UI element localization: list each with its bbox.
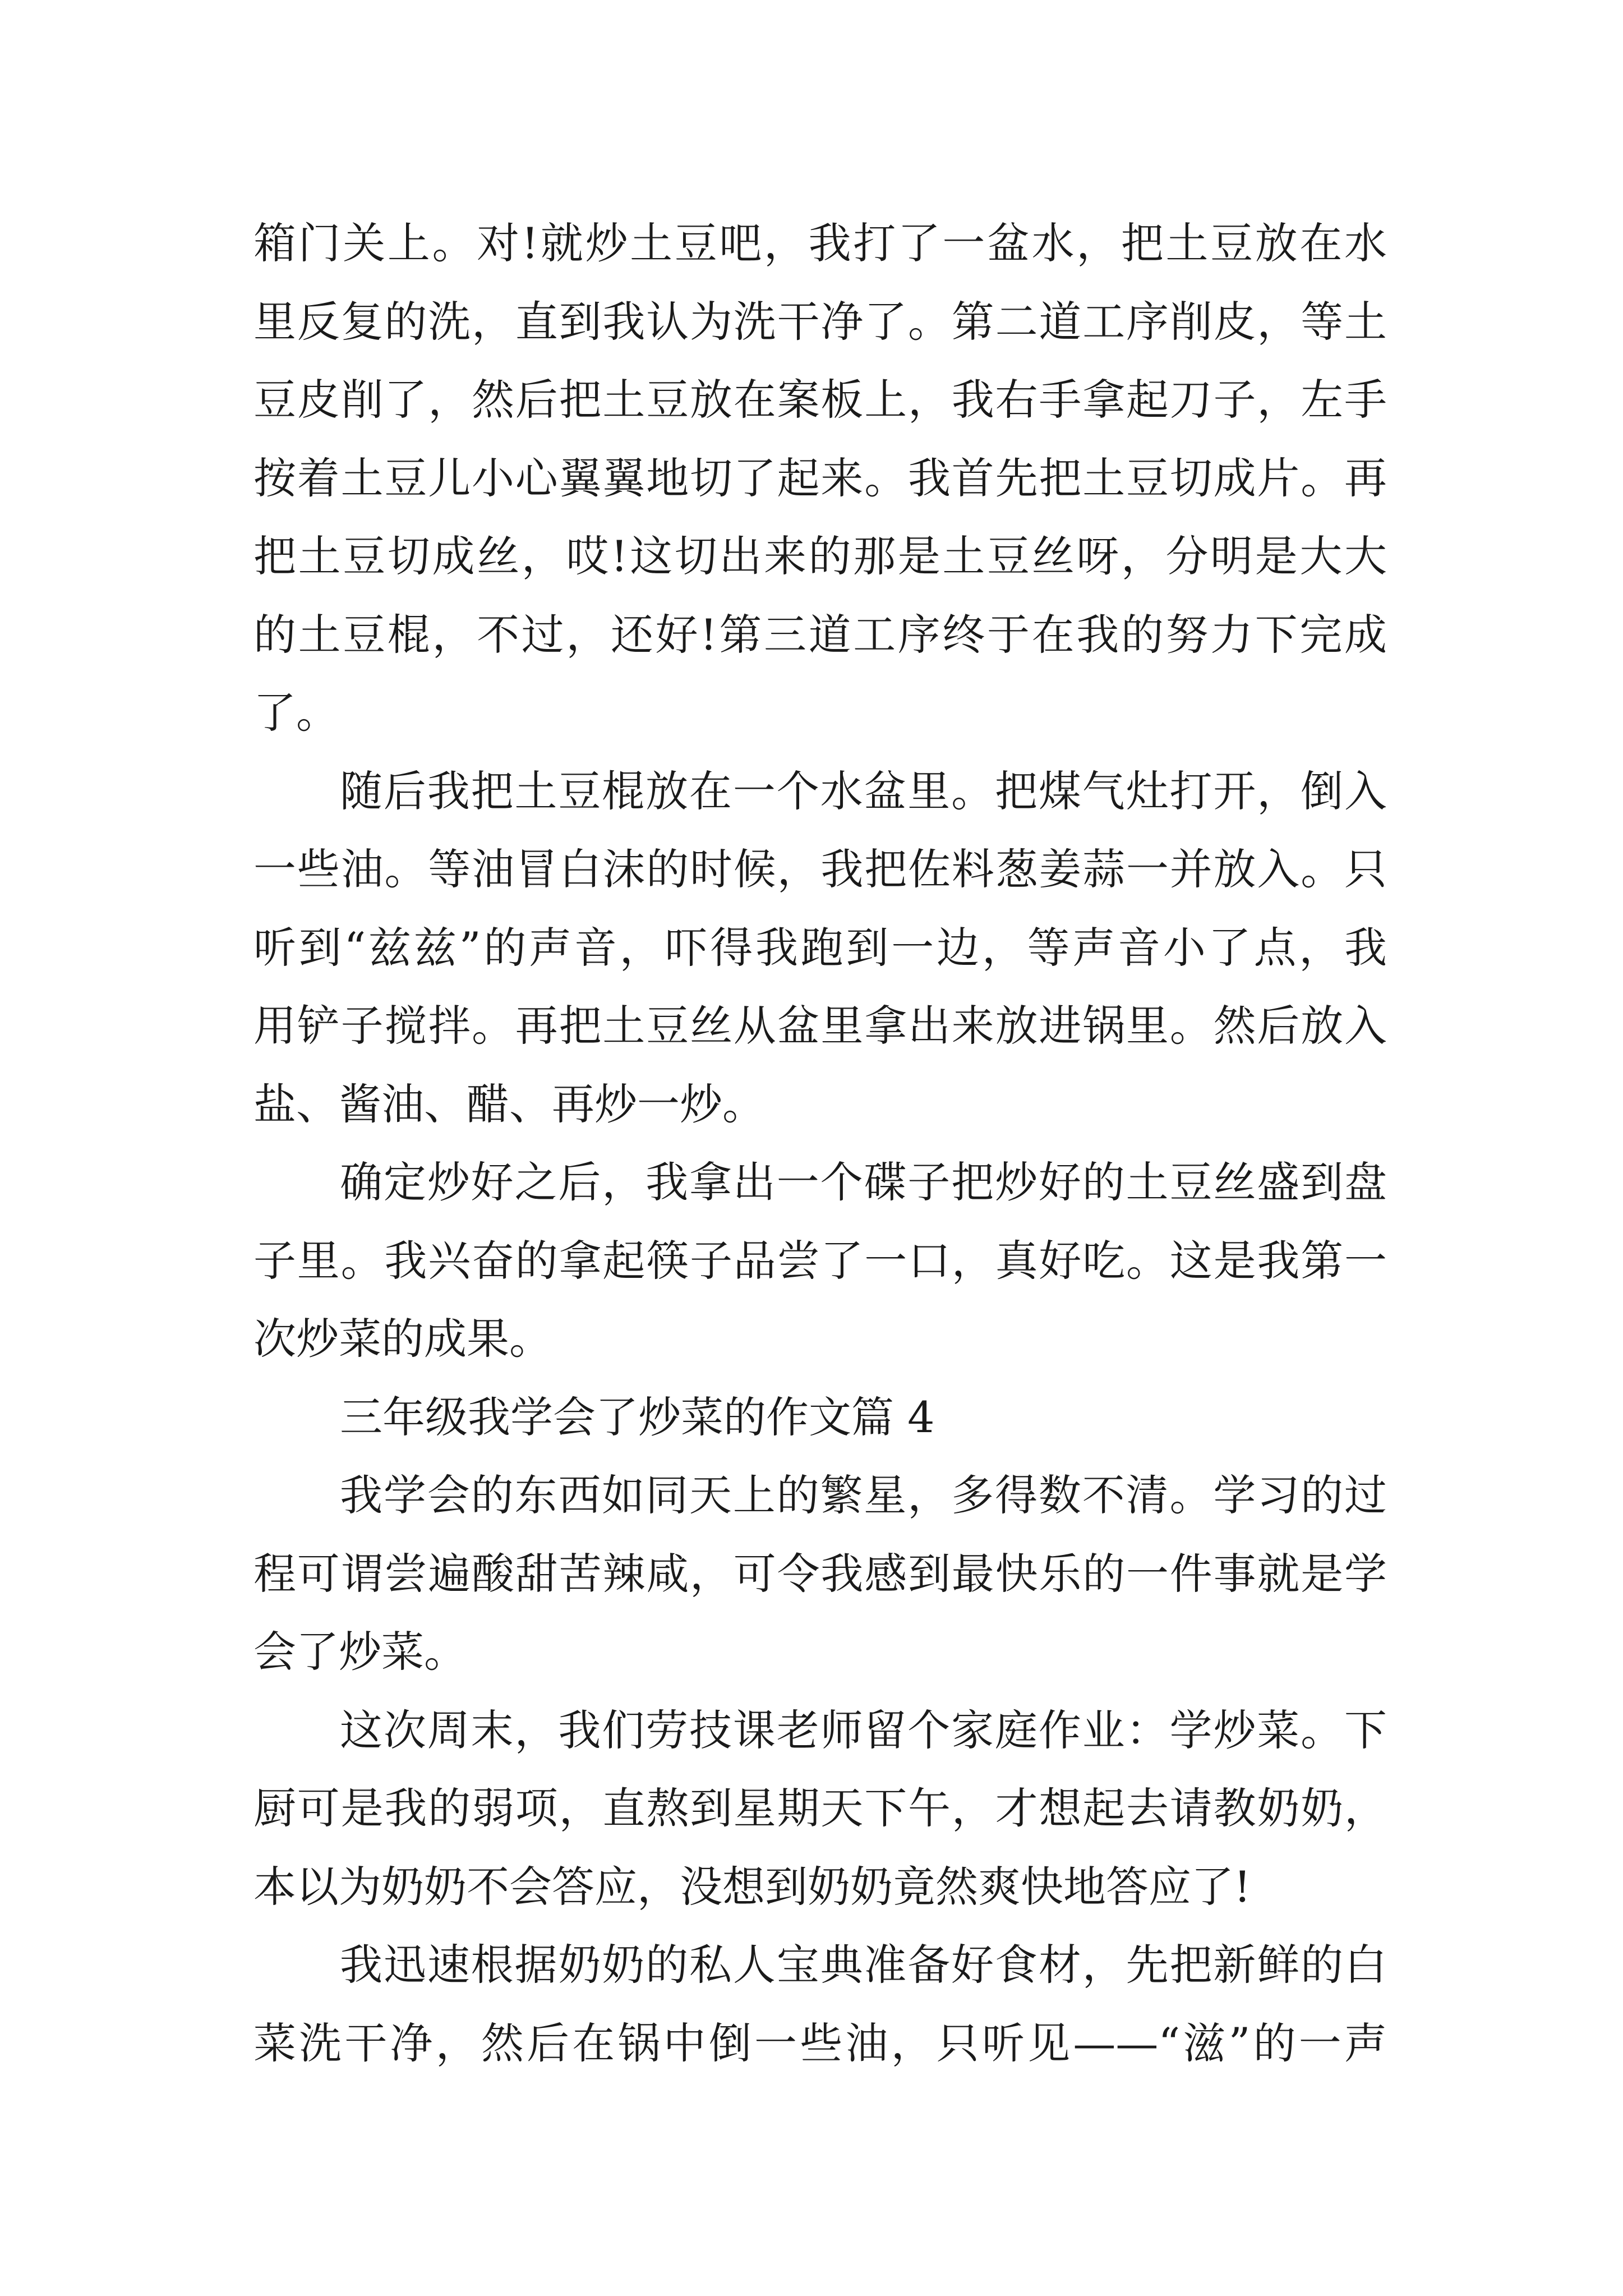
text-line: 的土豆棍，不过，还好!第三道工序终于在我的努力下完成 (253, 609, 1387, 660)
text-line: 按着土豆儿小心翼翼地切了起来。我首先把土豆切成片。再 (253, 453, 1387, 503)
text-line: 这次周末，我们劳技课老师留个家庭作业：学炒菜。下 (340, 1705, 1387, 1755)
text-line: 我迅速根据奶奶的私人宝典准备好食材，先把新鲜的白 (340, 1940, 1387, 1990)
text-line: 厨可是我的弱项，直熬到星期天下午，才想起去请教奶奶， (253, 1783, 1387, 1833)
section-heading: 三年级我学会了炒菜的作文篇 4 (340, 1392, 935, 1442)
text-line: 菜洗干净，然后在锅中倒一些油，只听见——“滋”的一声 (253, 2018, 1387, 2068)
paragraph-continued (253, 204, 1387, 752)
text-line: 次炒菜的成果。 (253, 1314, 552, 1364)
text-line: 豆皮削了，然后把土豆放在案板上，我右手拿起刀子，左手 (253, 375, 1387, 425)
text-line: 会了炒菜。 (253, 1627, 467, 1677)
text-line: 箱门关上。对!就炒土豆吧，我打了一盆水，把土豆放在水 (253, 218, 1387, 268)
text-line: 确定炒好之后，我拿出一个碟子把炒好的土豆丝盛到盘 (340, 1157, 1387, 1207)
text-line: 里反复的洗，直到我认为洗干净了。第二道工序削皮，等土 (253, 296, 1387, 347)
paragraph (253, 752, 1387, 1144)
text-line: 本以为奶奶不会答应，没想到奶奶竟然爽快地答应了! (253, 1861, 1251, 1912)
paragraph (253, 1143, 1387, 1378)
text-line: 随后我把土豆棍放在一个水盆里。把煤气灶打开，倒入 (340, 766, 1387, 816)
text-line: 用铲子搅拌。再把土豆丝从盆里拿出来放进锅里。然后放入 (253, 1001, 1387, 1051)
text-line: 程可谓尝遍酸甜苦辣咸，可令我感到最快乐的一件事就是学 (253, 1548, 1387, 1599)
text-line: 一些油。等油冒白沫的时候，我把佐料葱姜蒜一并放入。只 (253, 844, 1387, 894)
text-line: 我学会的东西如同天上的繁星，多得数不清。学习的过 (340, 1470, 1387, 1520)
paragraph (253, 1926, 1387, 2082)
paragraph (253, 1456, 1387, 1691)
paragraph (253, 1691, 1387, 1926)
text-line: 子里。我兴奋的拿起筷子品尝了一口，真好吃。这是我第一 (253, 1235, 1387, 1286)
text-line: 把土豆切成丝，哎!这切出来的那是土豆丝呀，分明是大大 (253, 531, 1387, 581)
text-line: 了。 (253, 688, 339, 738)
document-body (253, 204, 1387, 2082)
text-line: 盐、酱油、醋、再炒一炒。 (253, 1079, 765, 1129)
text-line: 听到“兹兹”的声音，吓得我跑到一边，等声音小了点，我 (253, 922, 1387, 973)
